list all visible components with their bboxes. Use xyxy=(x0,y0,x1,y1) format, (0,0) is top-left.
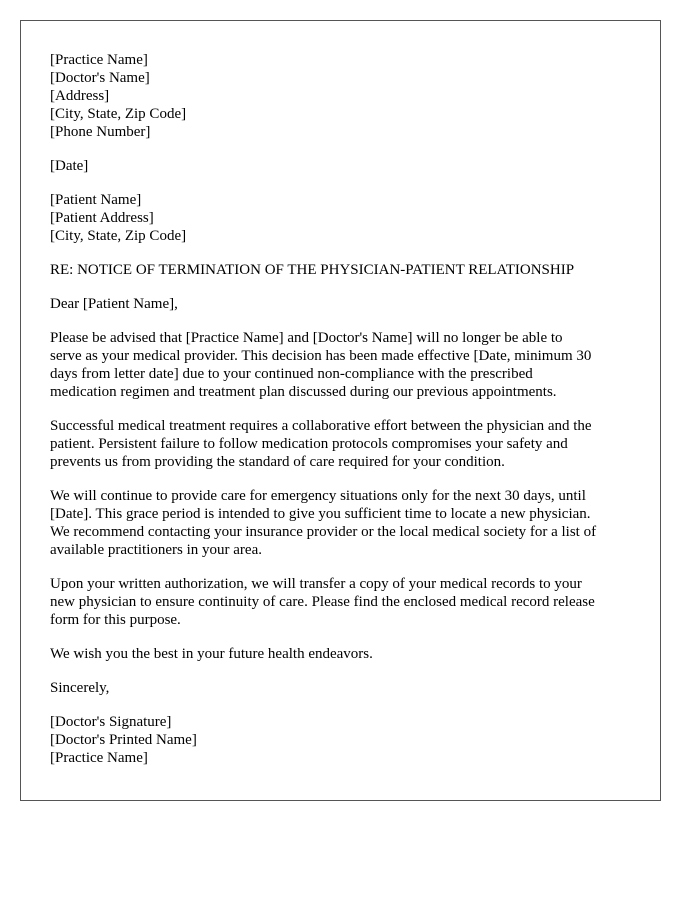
subject-line xyxy=(50,261,660,279)
text-line: Upon your written authorization, we will transfer a copy of your medical records to your xyxy=(50,576,582,592)
paragraph-5 xyxy=(50,645,660,663)
text-line: [Doctor's Printed Name] xyxy=(50,732,197,748)
text-line: serve as your medical provider. This decision has been made effective [Date, minimum 30 xyxy=(50,348,592,364)
paragraph-1 xyxy=(50,329,660,401)
text-line: [Address] xyxy=(50,88,110,104)
text-line: RE: NOTICE OF TERMINATION OF THE PHYSICIAN-PATIENT RELATIONSHIP xyxy=(50,262,575,278)
text-line: form for this purpose. xyxy=(50,612,181,628)
recipient-block xyxy=(50,191,660,245)
paragraph-3 xyxy=(50,487,660,559)
paragraph-2 xyxy=(50,417,660,471)
text-line: [Patient Name] xyxy=(50,192,142,208)
text-line: Sincerely, xyxy=(50,680,110,696)
text-line: new physician to ensure continuity of care. Please find the enclosed medical record release xyxy=(50,594,595,610)
text-line: We will continue to provide care for emergency situations only for the next 30 days, until xyxy=(50,488,586,504)
text-line: [Patient Address] xyxy=(50,210,154,226)
date-block xyxy=(50,157,660,175)
sender-block xyxy=(50,51,660,141)
closing xyxy=(50,679,660,697)
text-line: [Date] xyxy=(50,158,89,174)
text-line: medication regimen and treatment plan discussed during our previous appointments. xyxy=(50,384,557,400)
text-line: We recommend contacting your insurance provider or the local medical society for a list of xyxy=(50,524,597,540)
text-line: Please be advised that [Practice Name] and [Doctor's Name] will no longer be able to xyxy=(50,330,563,346)
paragraph-4 xyxy=(50,575,660,629)
text-line: Successful medical treatment requires a collaborative effort between the physician and the xyxy=(50,418,592,434)
salutation xyxy=(50,295,660,313)
text-line: [Practice Name] xyxy=(50,52,148,68)
text-line: We wish you the best in your future health endeavors. xyxy=(50,646,373,662)
text-line: available practitioners in your area. xyxy=(50,542,262,558)
text-line: [City, State, Zip Code] xyxy=(50,228,187,244)
text-line: patient. Persistent failure to follow medication protocols compromises your safety and xyxy=(50,436,568,452)
text-line: [Doctor's Name] xyxy=(50,70,150,86)
text-line: [Date]. This grace period is intended to give you sufficient time to locate a new physician. xyxy=(50,506,591,522)
text-line: Dear [Patient Name], xyxy=(50,296,178,312)
text-line: [City, State, Zip Code] xyxy=(50,106,187,122)
signature-block xyxy=(50,713,660,767)
text-line: days from letter date] due to your continued non-compliance with the prescribed xyxy=(50,366,533,382)
text-line: [Doctor's Signature] xyxy=(50,714,172,730)
letter xyxy=(20,20,661,801)
text-line: [Phone Number] xyxy=(50,124,151,140)
text-line: [Practice Name] xyxy=(50,750,148,766)
text-line: prevents us from providing the standard of care required for your condition. xyxy=(50,454,505,470)
